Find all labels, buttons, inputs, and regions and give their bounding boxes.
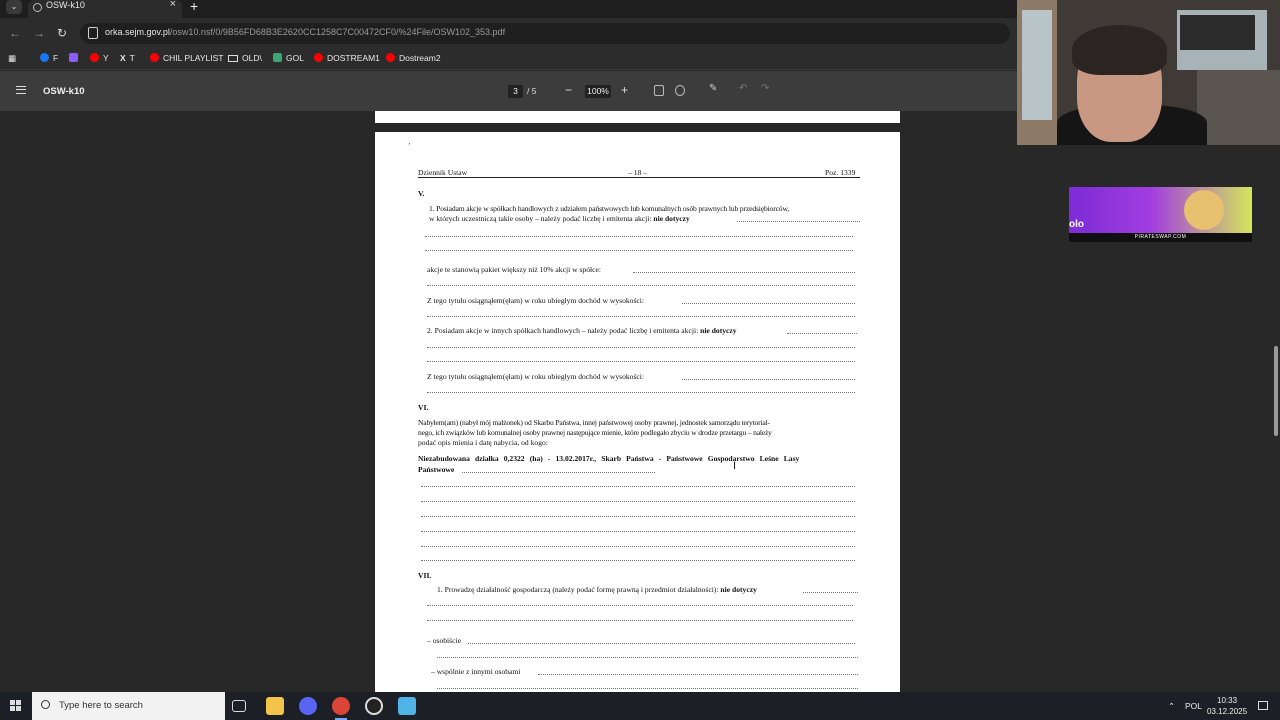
bookmark-label: Y bbox=[103, 53, 109, 63]
address-bar[interactable] bbox=[80, 23, 1010, 44]
notification-icon[interactable] bbox=[1258, 701, 1268, 710]
site-info-icon[interactable] bbox=[88, 27, 98, 39]
section-v-line-1: 1. Posiadam akcje w spółkach handlowych z udziałem państwowych lub komunalnych osób prawnych lub przedsiębiorców, bbox=[429, 204, 790, 213]
answer-not-applicable: nie dotyczy bbox=[720, 585, 757, 594]
corner-mark: ' bbox=[409, 141, 411, 150]
obs-icon[interactable] bbox=[365, 697, 383, 715]
section-v-title: V. bbox=[418, 189, 425, 198]
header-left: Dziennik Ustaw bbox=[418, 168, 468, 177]
task-view-icon[interactable] bbox=[232, 700, 246, 712]
back-arrow-icon[interactable]: ← bbox=[9, 26, 21, 40]
section-vii-personally: – osobiście bbox=[427, 636, 461, 645]
tab-search-chevron-icon[interactable]: ⌄ bbox=[6, 0, 22, 14]
section-v-shares-10pct: akcje te stanowią pakiet większy niż 10% akcji w spółce: bbox=[427, 265, 601, 274]
webcam-overlay bbox=[1017, 0, 1280, 145]
previous-page-bottom bbox=[375, 111, 900, 123]
bookmark-chil-playlist[interactable] bbox=[150, 53, 223, 63]
tray-chevron-icon[interactable]: ⌃ bbox=[1168, 701, 1176, 711]
vertical-scrollbar[interactable] bbox=[1274, 346, 1278, 436]
zoom-out-icon[interactable]: − bbox=[565, 83, 573, 97]
bookmark-facebook[interactable] bbox=[40, 53, 58, 63]
section-vi-para-1: Nabyłem(am) (nabył mój małżonek) od Skarbu Państwa, innej państwowej osoby prawnej, jednostek samorządu terytorial- bbox=[418, 418, 770, 427]
section-vi-answer-1: Niezabudowana działka 0,2322 (ha) - 13.02.2017r., Skarb Państwa - Państwowe Gospodarstwo Leśne Lasy bbox=[418, 454, 800, 463]
tab-close-icon[interactable]: × bbox=[169, 0, 176, 10]
header-rule bbox=[418, 177, 860, 178]
fill-line bbox=[437, 657, 858, 658]
zoom-input[interactable]: 100% bbox=[585, 85, 611, 98]
fill-line bbox=[425, 236, 853, 237]
bookmark-x[interactable] bbox=[120, 53, 135, 63]
mascot-image bbox=[1184, 190, 1224, 230]
fill-line bbox=[421, 486, 855, 487]
tab-title: OSW-k10 bbox=[46, 0, 85, 10]
webcam-person-hair bbox=[1072, 25, 1167, 75]
fill-line bbox=[682, 303, 855, 304]
annotate-pen-icon[interactable]: ✎ bbox=[709, 83, 718, 94]
header-center: – 18 – bbox=[628, 168, 647, 177]
bookmark-label: OLD\ bbox=[242, 53, 262, 63]
windows-start-icon[interactable] bbox=[10, 700, 22, 712]
bookmark-purple[interactable] bbox=[69, 53, 82, 63]
header-right: Poz. 1339 bbox=[825, 168, 856, 177]
page-number-input[interactable]: 3 bbox=[508, 85, 523, 98]
rotate-icon[interactable] bbox=[675, 85, 685, 96]
forward-arrow-icon[interactable]: → bbox=[33, 26, 45, 40]
ad-banner[interactable] bbox=[1069, 187, 1252, 242]
fill-line bbox=[538, 674, 858, 675]
pdf-title: OSW-k10 bbox=[43, 86, 85, 97]
fill-line bbox=[421, 531, 855, 532]
language-indicator[interactable]: POL bbox=[1185, 701, 1203, 711]
bookmark-youtube[interactable] bbox=[90, 53, 109, 63]
url-path: /osw10.nsf/0/9B56FD68B3E2620CC1258C7C00472CF0/%24File/OSW102_353.pdf bbox=[169, 27, 506, 37]
fill-line bbox=[737, 221, 860, 222]
undo-icon[interactable]: ↶ bbox=[739, 83, 748, 94]
bookmark-label: GOL bbox=[286, 53, 304, 63]
fill-line bbox=[787, 333, 857, 334]
section-v-line-4-text: 2. Posiadam akcje w innych spółkach handlowych – należy podać liczbę i emitenta akcji: bbox=[427, 326, 699, 335]
fill-line bbox=[468, 643, 855, 644]
fill-line bbox=[421, 501, 855, 502]
bookmark-gol[interactable] bbox=[273, 53, 304, 63]
fill-line bbox=[427, 347, 855, 348]
section-vi-para-3: podać opis mienia i datę nabycia, od kogo: bbox=[418, 438, 548, 447]
answer-not-applicable: nie dotyczy bbox=[653, 214, 690, 223]
reload-icon[interactable]: ↻ bbox=[57, 26, 68, 40]
fill-line bbox=[421, 516, 855, 517]
fill-line bbox=[427, 316, 855, 317]
section-v-line-2 bbox=[429, 214, 690, 223]
fill-line bbox=[427, 392, 855, 393]
fill-line bbox=[427, 361, 855, 362]
bookmark-label: CHIL PLAYLIST bbox=[163, 53, 224, 63]
chrome-icon[interactable] bbox=[332, 697, 350, 715]
bookmark-label: Dostream2 bbox=[399, 53, 441, 63]
ad-brand-text: PIRATESWAP.COM bbox=[1069, 233, 1252, 242]
section-v-line-4 bbox=[427, 326, 737, 335]
page-total: / 5 bbox=[527, 86, 537, 96]
search-placeholder: Type here to search bbox=[59, 700, 143, 711]
browser-tab[interactable] bbox=[28, 0, 182, 18]
answer-not-applicable: nie dotyczy bbox=[700, 326, 737, 335]
clock[interactable] bbox=[1207, 695, 1247, 717]
file-explorer-icon[interactable] bbox=[266, 697, 284, 715]
zoom-in-icon[interactable]: + bbox=[621, 83, 629, 97]
pdf-page bbox=[375, 132, 900, 692]
fill-line bbox=[427, 620, 853, 621]
fill-line bbox=[803, 592, 858, 593]
section-vii-title: VII. bbox=[418, 571, 432, 580]
clock-date: 03.12.2025 bbox=[1207, 707, 1248, 716]
webcam-chair bbox=[1197, 70, 1280, 145]
discord-icon[interactable] bbox=[299, 697, 317, 715]
section-vii-line-1-text: 1. Prowadzę działalność gospodarczą (należy podać formę prawną i przedmiot działalności): bbox=[437, 585, 719, 594]
section-vii-jointly: – wspólnie z innymi osobami bbox=[431, 667, 521, 676]
ad-partial-text: olo bbox=[1069, 219, 1084, 230]
fill-line bbox=[427, 285, 855, 286]
fill-line bbox=[437, 688, 858, 689]
globe-icon bbox=[33, 3, 42, 12]
app-icon[interactable] bbox=[398, 697, 416, 715]
fill-line bbox=[427, 605, 853, 606]
taskbar-search-box[interactable] bbox=[32, 692, 225, 720]
section-v-line-2-text: w których uczestniczą takie osoby – należy podać liczbę i emitenta akcji: bbox=[429, 214, 652, 223]
apps-grid-icon[interactable]: ▦ bbox=[8, 53, 17, 63]
bookmark-folder-old[interactable] bbox=[228, 53, 262, 63]
fill-line bbox=[421, 560, 855, 561]
fill-line bbox=[682, 379, 855, 380]
fit-page-icon[interactable] bbox=[654, 85, 664, 96]
bookmark-dostream1[interactable] bbox=[314, 53, 380, 63]
webcam-window bbox=[1022, 10, 1052, 120]
webcam-monitor bbox=[1180, 15, 1255, 50]
text-cursor-icon: I bbox=[733, 460, 737, 472]
section-vii-line-1 bbox=[437, 585, 757, 594]
redo-icon[interactable]: ↷ bbox=[761, 83, 770, 94]
clock-time: 10:33 bbox=[1217, 696, 1238, 705]
section-v-income-2: Z tego tytułu osiągnąłem(ęłam) w roku ubiegłym dochód w wysokości: bbox=[427, 372, 645, 381]
section-vi-answer-2: Państwowe bbox=[418, 465, 455, 474]
bookmark-label: DOSTREAM1 bbox=[327, 53, 380, 63]
url-host: orka.sejm.gov.pl bbox=[105, 27, 170, 37]
section-vi-para-2: nego, ich związków lub komunalnej osoby prawnej następujące mienie, które podlegało zbyciu w drodze przetargu – należy bbox=[418, 428, 772, 437]
fill-line bbox=[425, 250, 853, 251]
section-v-income-1: Z tego tytułu osiągnąłem(ęłam) w roku ubiegłym dochód w wysokości: bbox=[427, 296, 645, 305]
bookmark-label: F bbox=[53, 53, 59, 63]
x-logo-icon: X bbox=[120, 53, 126, 63]
bookmark-dostream2[interactable] bbox=[386, 53, 441, 63]
fill-line bbox=[421, 546, 855, 547]
bookmark-label: T bbox=[129, 53, 135, 63]
menu-icon[interactable] bbox=[16, 86, 26, 94]
section-vi-title: VI. bbox=[418, 403, 429, 412]
folder-icon bbox=[228, 55, 238, 62]
windows-taskbar bbox=[0, 692, 1280, 720]
fill-line bbox=[633, 272, 855, 273]
search-icon bbox=[41, 700, 50, 709]
fill-line bbox=[462, 472, 655, 473]
url-text[interactable] bbox=[105, 27, 505, 37]
new-tab-plus-icon[interactable]: + bbox=[190, 0, 199, 14]
